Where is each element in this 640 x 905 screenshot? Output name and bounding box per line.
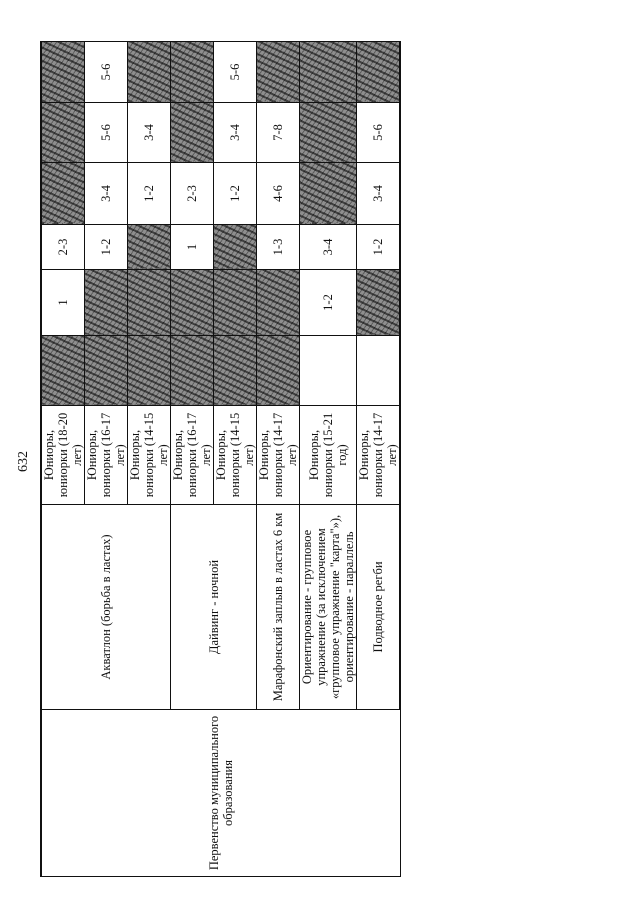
place-cell: 1-2 [85,225,128,270]
place-cell: 4-6 [257,163,300,225]
discipline-cell: Дайвинг - ночной [171,505,257,710]
age-group-cell: Юниоры, юниорки (16-17 лет) [171,406,214,505]
shaded-cell [128,225,171,270]
shaded-cell [300,163,357,225]
place-cell: 1 [171,225,214,270]
place-cell: 3-4 [357,163,401,225]
age-group-cell: Юниоры, юниорки (14-15 лет) [128,406,171,505]
place-cell: 1-2 [300,270,357,336]
age-group-cell: Юниоры, юниорки (14-17 лет) [257,406,300,505]
rotated-table-wrapper [16,42,399,877]
shaded-cell [171,103,214,163]
place-cell: 7-8 [257,103,300,163]
place-cell [300,336,357,406]
shaded-cell [257,42,300,103]
discipline-cell: Ориентирование - групповое упражнение (за исключением «групповое упражнение "карта"»), ориентирование - параллель [300,505,357,710]
place-cell: 5-6 [85,42,128,103]
place-cell: 1-2 [128,163,171,225]
place-cell: 1-2 [214,163,257,225]
place-cell: 5-6 [214,42,257,103]
shaded-cell [85,270,128,336]
shaded-cell [171,336,214,406]
rank-table [40,41,401,877]
age-group-cell: Юниоры, юниорки (16-17 лет) [85,406,128,505]
shaded-cell [171,42,214,103]
discipline-cell: Подводное регби [357,505,401,710]
shaded-cell [171,270,214,336]
page-number: 632 [16,451,31,472]
shaded-cell [41,103,85,163]
place-cell: 3-4 [128,103,171,163]
shaded-cell [41,336,85,406]
shaded-cell [214,336,257,406]
shaded-cell [214,225,257,270]
shaded-cell [128,42,171,103]
place-cell: 5-6 [85,103,128,163]
place-cell: 2-3 [41,225,85,270]
shaded-cell [214,270,257,336]
shaded-cell [41,42,85,103]
shaded-cell [357,270,401,336]
shaded-cell [41,163,85,225]
discipline-cell: Марафонский заплыв в ластах 6 км [257,505,300,710]
shaded-cell [257,270,300,336]
place-cell: 5-6 [357,103,401,163]
place-cell [357,336,401,406]
table-row [41,42,85,877]
place-cell: 2-3 [171,163,214,225]
place-cell: 3-4 [214,103,257,163]
shaded-cell [357,42,401,103]
age-group-cell: Юниоры, юниорки (14-15 лет) [214,406,257,505]
age-group-cell: Юниоры, юниорки (15-21 год) [300,406,357,505]
place-cell: 3-4 [85,163,128,225]
place-cell: 3-4 [300,225,357,270]
shaded-cell [128,336,171,406]
shaded-cell [85,336,128,406]
age-group-cell: Юниоры, юниорки (14-17 лет) [357,406,401,505]
place-cell: 1 [41,270,85,336]
place-cell: 1-3 [257,225,300,270]
shaded-cell [300,42,357,103]
age-group-cell: Юниоры, юниорки (18-20 лет) [41,406,85,505]
discipline-cell: Акватлон (борьба в ластах) [41,505,171,710]
shaded-cell [257,336,300,406]
category-cell: Первенство муниципального образования [41,710,400,877]
shaded-cell [300,103,357,163]
shaded-cell [128,270,171,336]
place-cell: 1-2 [357,225,401,270]
